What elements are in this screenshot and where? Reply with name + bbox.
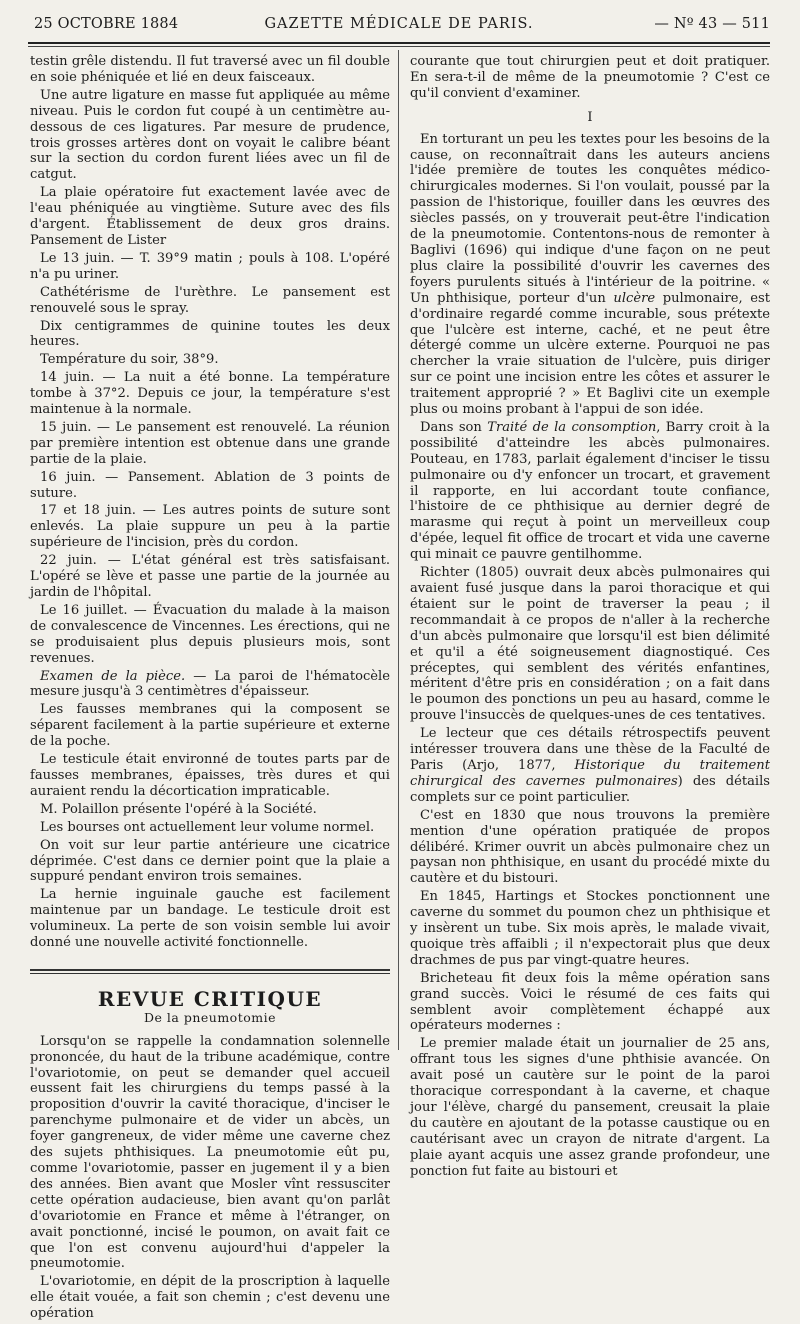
column-divider [398, 50, 399, 1050]
paragraph: 17 et 18 juin. — Les autres points de suture sont enlevés. La plaie suppure un peu à la partie supérieure de l'incision, près du cordon. [30, 503, 390, 551]
paragraph: Le 16 juillet. — Évacuation du malade à la maison de convalescence de Vincennes. Les érections, qui ne se produisaient plus depuis plusieurs mois, sont revenues. [30, 602, 390, 666]
paragraph: Une autre ligature en masse fut appliquée au même niveau. Puis le cordon fut coupé à un centimètre au-dessous de ces ligatures. Par mesure de prudence, trois grosses artères dont on voyait le calibre béant sur la section du cordon furent liées avec un fil de catgut. [30, 87, 390, 183]
section-separator [30, 969, 390, 974]
paragraph: On voit sur leur partie antérieure une cicatrice déprimée. C'est dans ce dernier point que la plaie a suppuré pendant environ trois semaines. [30, 837, 390, 885]
paragraph [410, 726, 770, 806]
italic-heading: Examen de la pièce. [40, 668, 186, 684]
paragraph: Cathétérisme de l'urèthre. Le pansement est renouvelé sous le spray. [30, 284, 390, 316]
paragraph: Les bourses ont actuellement leur volume normel. [40, 819, 375, 835]
italic-title: Traité de la consomption [487, 419, 657, 435]
paragraph: C'est en 1830 que nous trouvons la première mention d'une opération pratiquée de propos délibéré. Krimer ouvrit un abcès pulmonaire chez un paysan non phthisique, en usant du procédé mixte du cautère et du bistouri. [410, 807, 770, 887]
paragraph: courante que tout chirurgien peut et doit pratiquer. En sera-t-il de même de la pneumotomie ? C'est ce qu'il convient d'examiner. [410, 54, 770, 101]
paragraph-text: En torturant un peu les textes pour les besoins de la cause, on reconnaîtrait dans les auteurs anciens l'idée première de toutes les conquêtes médico-chirurgicales modernes. Si l'on voulait, poussé par la passion de l'historique, fouiller dans les œuvres des siècles passés, on y trouverait peut-être l'indication de la pneumotomie. Contentons-nous de remonter à Baglivi (1696) qui indique d'une façon on ne peut plus claire la possibilité d'ouvrir les cavernes des foyers purulents situés à l'intérieur de la poitrine. « Un phthisique, porteur d'un [410, 131, 770, 306]
paragraph: testin grêle distendu. Il fut traversé avec un fil double en soie phéniquée et lié en deux faisceaux. [30, 54, 390, 85]
paragraph: Le 13 juin. — T. 39°9 matin ; pouls à 108. L'opéré n'a pu uriner. [30, 250, 390, 282]
paragraph: Lorsqu'on se rappelle la condamnation solennelle prononcée, du haut de la tribune académique, contre l'ovariotomie, on peut se demander quel accueil eussent fait les chirurgiens du temps passé à la proposition d'ouvrir la cavité thoracique, d'inciser le parenchyme pulmonaire et de vider un abcès, un foyer gangreneux, de vider même une caverne chez des sujets phthisiques. La pneumotomie eût pu, comme l'ovariotomie, passer en jugement il y a bien des années. Bien avant que Mosler vînt ressusciter cette opération audacieuse, bien avant qu'on parlât d'ovariotomie en France et même à l'étranger, on avait ponctionné, incisé le poumon, on avait fait ce que l'on est convenu aujourd'hui d'appeler la pneumotomie. [30, 1033, 390, 1272]
header-date: 25 OCTOBRE 1884 [34, 16, 179, 32]
header-journal-title: GAZETTE MÉDICALE DE PARIS. [264, 16, 534, 32]
paragraph: 22 juin. — L'état général est très satisfaisant. L'opéré se lève et passe une partie de la journée au jardin de l'hôpital. [30, 553, 390, 600]
paragraph: Bricheteau fit deux fois la même opération sans grand succès. Voici le résumé de ces faits qui semblent avoir complètement échappé aux opérateurs modernes : [410, 970, 770, 1034]
left-column [30, 54, 390, 1324]
paragraph: 14 juin. — La nuit a été bonne. La température tombe à 37°2. Depuis ce jour, la température s'est maintenue à la normale. [30, 370, 390, 418]
section-subtitle: De la pneumotomie [144, 1009, 276, 1025]
paragraph: La hernie inguinale gauche est facilement maintenue par un bandage. Le testicule droit est volumineux. La perte de son voisin semble lui avoir donné une nouvelle activité fonctionnelle. [30, 887, 390, 951]
paragraph: Les fausses membranes qui la composent se séparent facilement à la partie supérieure et externe de la poche. [30, 702, 390, 750]
right-column [410, 54, 770, 1182]
paragraph-text: Le lecteur que ces détails rétrospectifs peuvent intéresser trouvera dans une thèse de la Faculté de Paris (Arjo, 1877, [410, 726, 770, 773]
italic-title: Historique du traitement chirurgical des cavernes pulmonaires [410, 757, 770, 789]
paragraph-text: — La paroi de l'hématocèle mesure jusqu'à 3 centimètres d'épaisseur. [30, 668, 390, 700]
paragraph-text: , Barry croit à la possibilité d'atteindre les abcès pulmonaires. Pouteau, en 1783, parlait également d'inciser le tissu pulmonaire ou d'y enfoncer un trocart, et gravement il rapporte, en lui accordant toute confiance, l'histoire de ce phthisique au dernier degré de marasme qui reçut à point un merveilleux coup d'épée, lequel fit office de trocart et vida une caverne qui minait ce pauvre gentilhomme. [410, 419, 770, 563]
paragraph: M. Polaillon présente l'opéré à la Société. [40, 801, 317, 817]
paragraph: Le testicule était environné de toutes parts par de fausses membranes, épaisses, très dures et qui auraient rendu la décortication impraticable. [30, 752, 390, 799]
paragraph: 16 juin. — Pansement. Ablation de 3 points de suture. [30, 469, 390, 501]
paragraph: En 1845, Hartings et Stockes ponctionnent une caverne du sommet du poumon chez un phthisique et y insèrent un tube. Six mois après, le malade vivait, quoique très affaibli ; il n'expectorait plus que deux drachmes de pus par vingt-quatre heures. [410, 889, 770, 968]
header-rule [28, 42, 770, 44]
paragraph-text: ) des détails complets sur ce point particulier. [410, 773, 770, 805]
paragraph [410, 132, 770, 418]
paragraph [410, 420, 770, 563]
header-rule-thin [28, 46, 770, 47]
paragraph [30, 669, 390, 701]
paragraph: La plaie opératoire fut exactement lavée avec de l'eau phéniquée au vingtième. Suture avec des fils d'argent. Établissement de deux gros drains. Pansement de Lister [30, 185, 390, 248]
section-number: I [587, 109, 593, 125]
paragraph-text: Dans son [420, 419, 488, 435]
italic-word: ulcère [613, 290, 656, 306]
paragraph: Richter (1805) ouvrait deux abcès pulmonaires qui avaient fusé jusque dans la paroi thoracique et qui étaient sur le point de traverser la peau ; il recommandait à ce propos de n'aller à la recherche d'un abcès pulmonaire que lorsqu'il est bien délimité et qu'il a été soigneusement diagnostiqué. Ces préceptes, qui semblent des vérités enfantines, méritent d'être pris en considération ; on a fait dans le poumon des ponctions un peu au hasard, comme le prouve l'insuccès de quelques-unes de ces tentatives. [410, 565, 770, 724]
page-header [28, 14, 770, 40]
paragraph: 15 juin. — Le pansement est renouvelé. La réunion par première intention est obtenue dans une grande partie de la plaie. [30, 419, 390, 467]
paragraph: L'ovariotomie, en dépit de la proscription à laquelle elle était vouée, a fait son chemin ; c'est devenu une opération [30, 1274, 390, 1322]
paragraph: Dix centigrammes de quinine toutes les deux heures. [30, 318, 390, 350]
paragraph: Température du soir, 38°9. [40, 352, 219, 368]
paragraph-text: pulmonaire, est d'ordinaire regardé comme incurable, sous prétexte que l'ulcère est interne, caché, et ne peut être détergé comme un ulcère externe. Pourquoi ne pas chercher la vraie situation de l'ulcère, puis diriger sur ce point une incision entre les côtes et assurer le traitement approprié ? » Et Baglivi cite un exemple plus ou moins probant à l'appui de son idée. [410, 290, 770, 418]
paragraph: Le premier malade était un journalier de 25 ans, offrant tous les signes d'une phthisie avancée. On avait posé un cautère sur le point de la paroi thoracique correspondant à la caverne, et chaque jour l'élève, chargé du pansement, creusait la plaie du cautère en ajoutant de la potasse caustique ou en cautérisant avec un crayon de nitrate d'argent. La plaie ayant acquis une assez grande profondeur, une ponction fut faite au bistouri et [410, 1036, 770, 1179]
header-issue-page: — Nº 43 — 511 [654, 16, 770, 32]
section-title: REVUE CRITIQUE [97, 986, 323, 1011]
